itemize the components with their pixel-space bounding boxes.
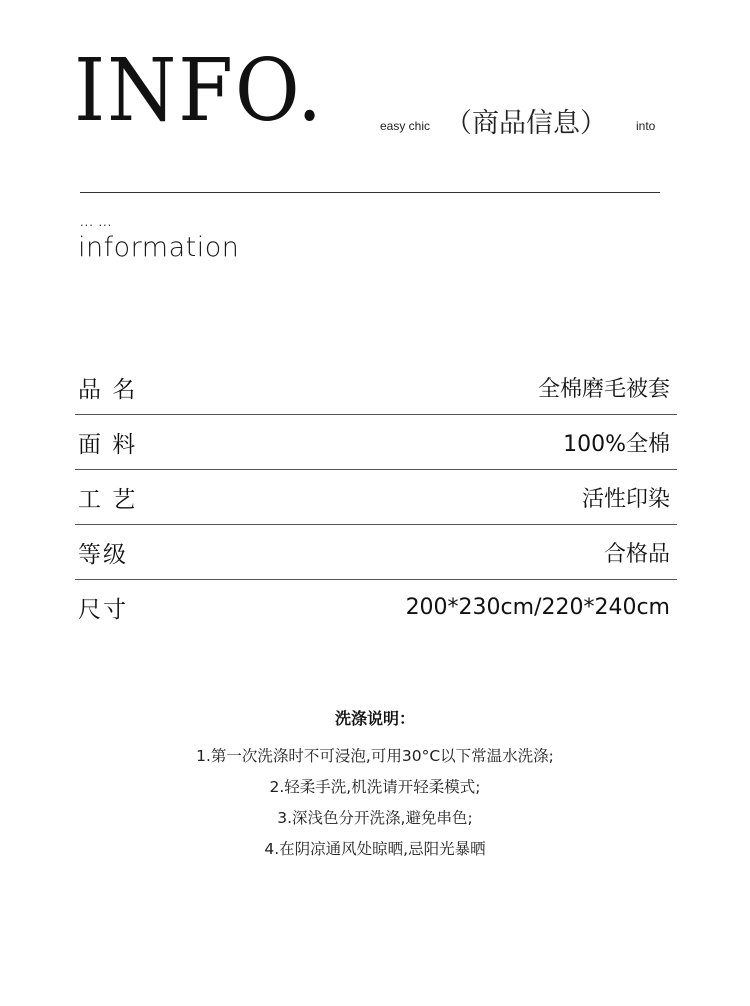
info-logo — [74, 41, 324, 141]
table-row — [75, 360, 677, 415]
table-row — [75, 525, 677, 580]
product-info-table — [75, 360, 677, 634]
washing-line: 2.轻柔手洗,机洗请开轻柔模式; — [269, 778, 481, 796]
row-value: 200*230cm/220*240cm — [405, 594, 670, 620]
row-label: 等级 — [78, 541, 128, 568]
table-row — [75, 415, 677, 470]
row-value: 全棉磨毛被套 — [537, 376, 670, 402]
product-info-title: （商品信息） — [445, 108, 607, 139]
row-label: 品 名 — [78, 376, 138, 403]
header — [0, 0, 750, 320]
table-row — [75, 580, 677, 634]
logo-dot: . — [296, 41, 324, 141]
washing-line: 4.在阴凉通风处晾晒,忌阳光暴晒 — [264, 840, 486, 858]
row-value: 活性印染 — [581, 486, 670, 512]
table-row — [75, 470, 677, 525]
row-label: 工 艺 — [78, 486, 138, 513]
easy-chic-label: easy chic — [380, 119, 431, 133]
into-label: into — [636, 119, 656, 133]
washing-line: 3.深浅色分开洗涤,避免串色; — [277, 809, 473, 827]
information-heading: information — [78, 232, 240, 263]
ellipsis-dots: ... ... — [80, 214, 113, 229]
row-value: 合格品 — [603, 541, 670, 567]
header-divider — [80, 192, 660, 193]
row-label: 尺寸 — [78, 596, 128, 623]
washing-instructions — [0, 706, 750, 865]
logo-text: INFO — [74, 41, 297, 141]
washing-line: 1.第一次洗涤时不可浸泡,可用30°C以下常温水洗涤; — [196, 747, 554, 765]
row-label: 面 料 — [78, 431, 138, 458]
washing-title: 洗涤说明： — [334, 709, 415, 728]
row-value: 100%全棉 — [563, 431, 670, 457]
